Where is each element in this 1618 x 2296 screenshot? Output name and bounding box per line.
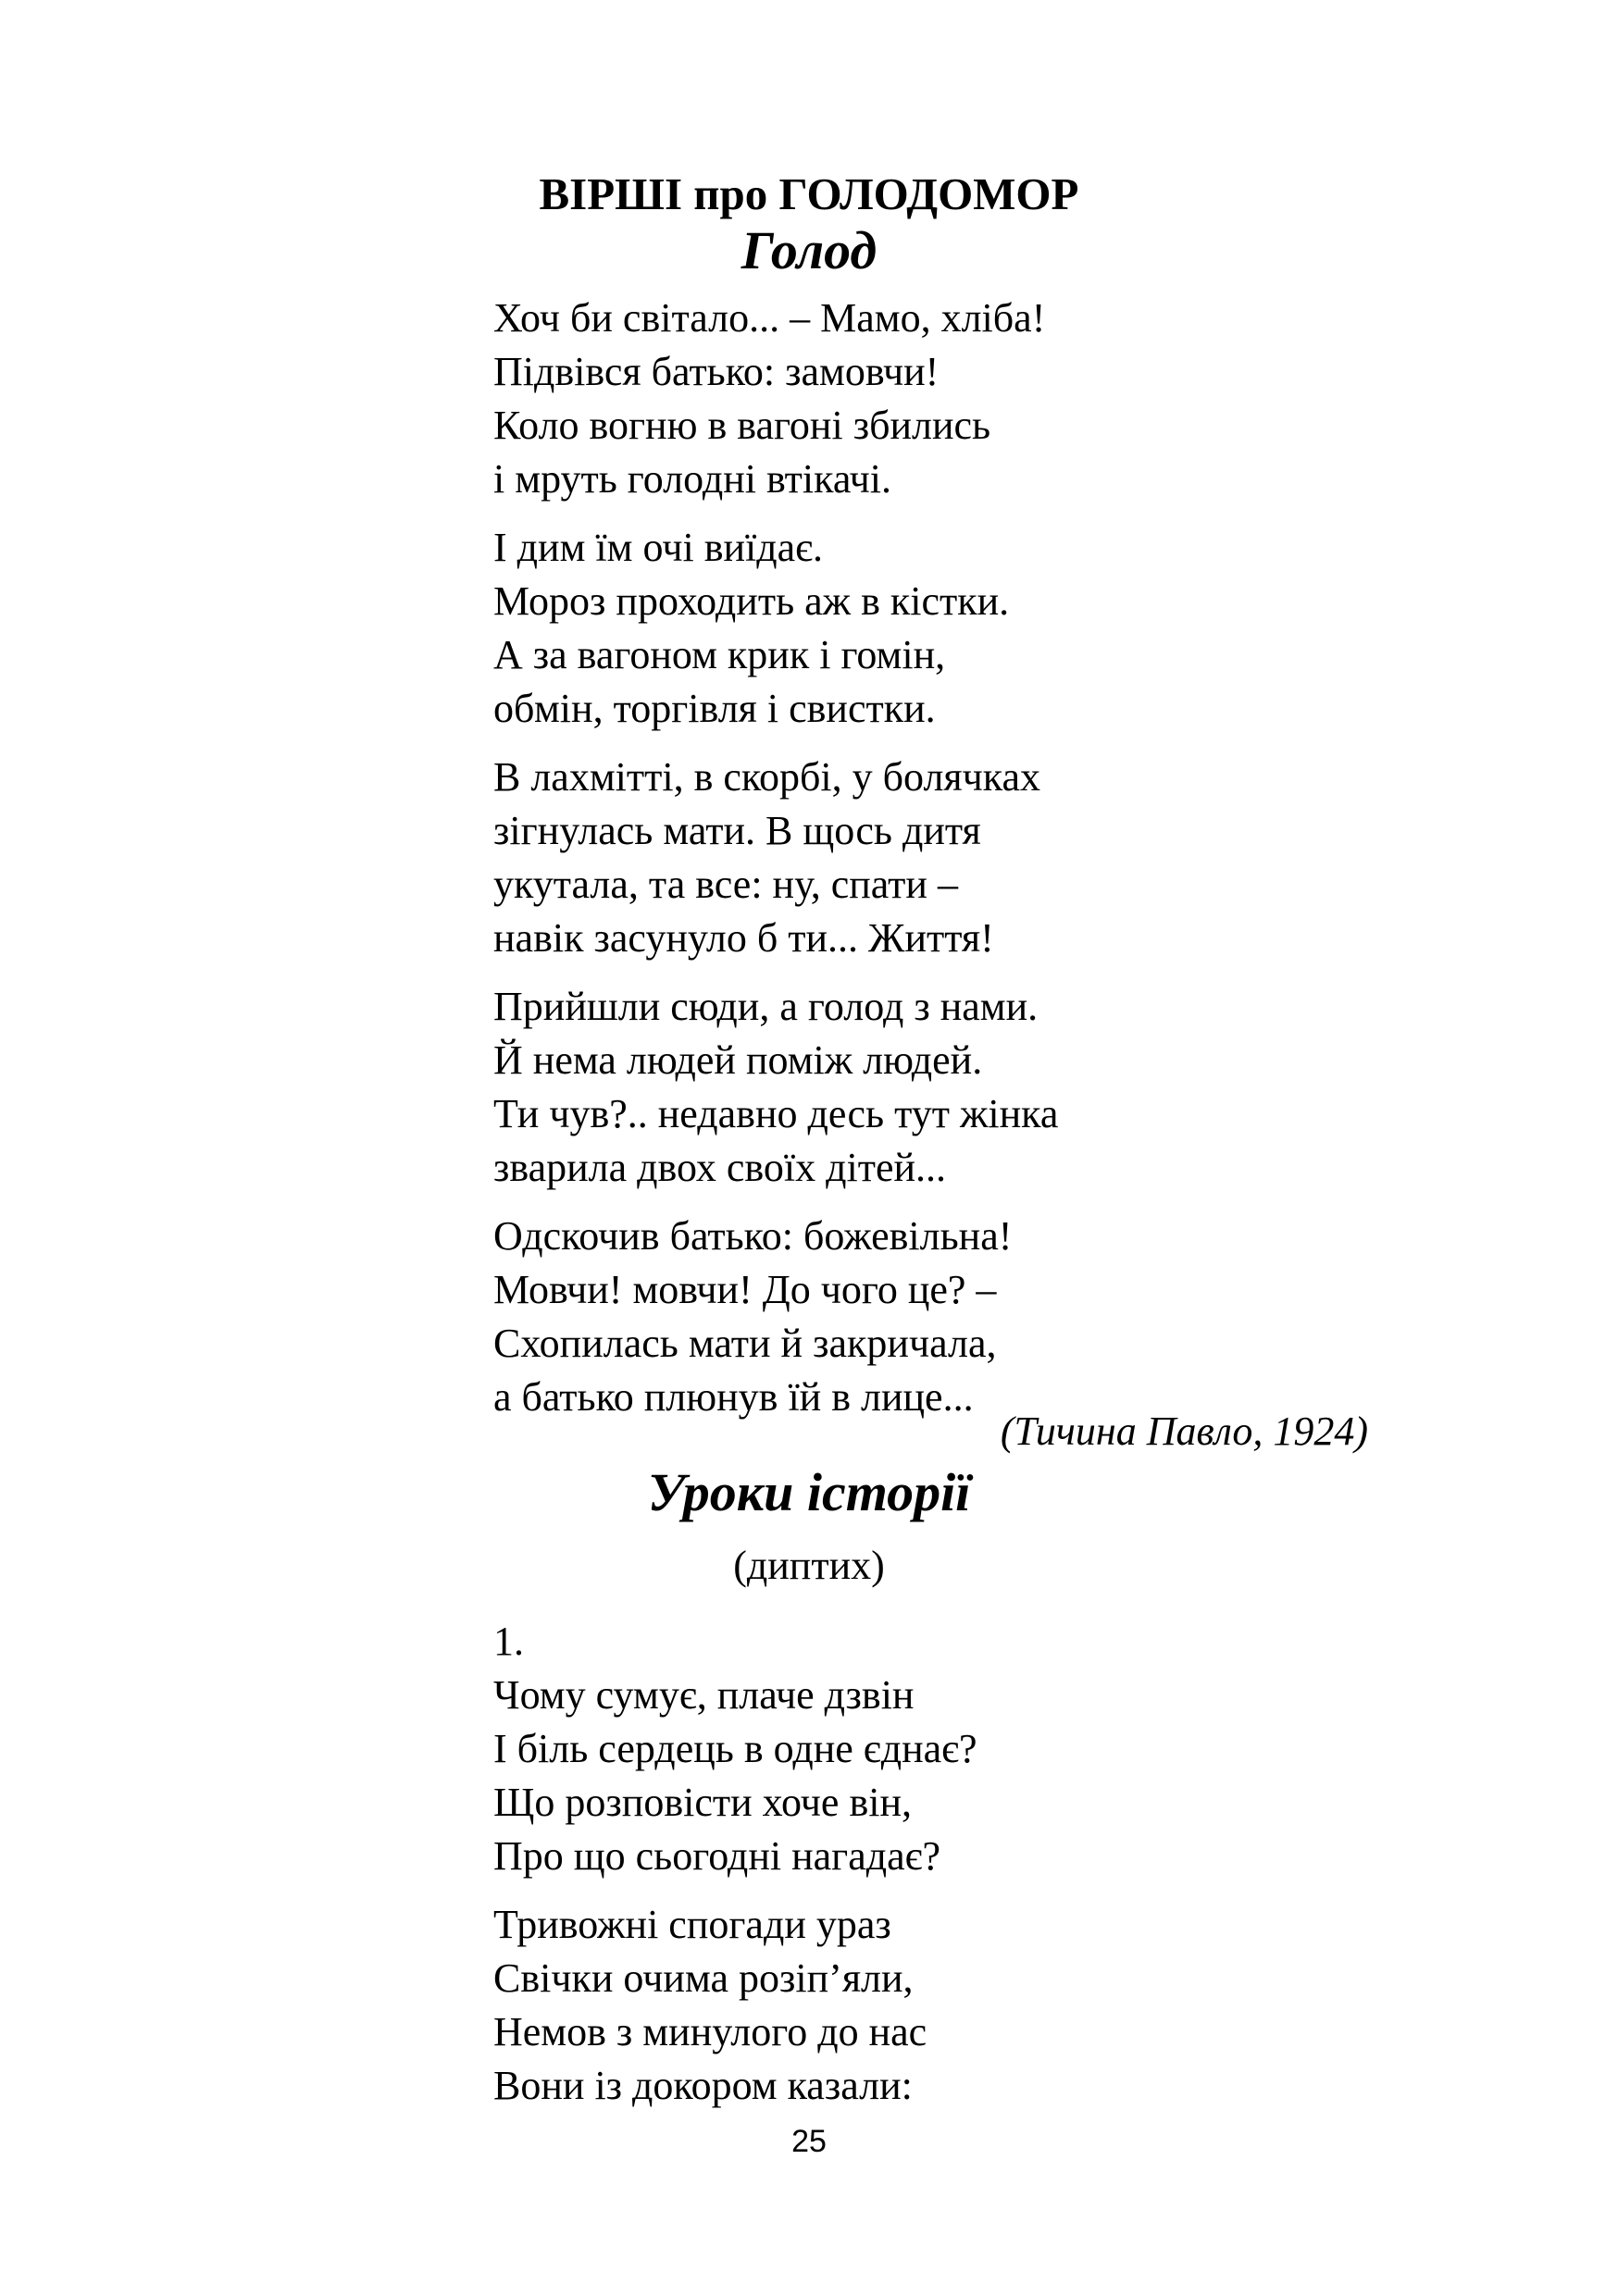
verse-line: Й нема людей поміж людей. xyxy=(493,1037,983,1083)
verse-line: зігнулась мати. В щось дитя xyxy=(493,808,981,853)
page-number: 25 xyxy=(791,2124,827,2159)
verse-line: Свічки очима розіп’яли, xyxy=(493,1955,914,2001)
poem-holod-body xyxy=(493,292,1419,1439)
verse-line: Про що сьогодні нагадає? xyxy=(493,1833,941,1879)
stanza xyxy=(493,292,1419,506)
section-heading: ВІРШІ про ГОЛОДОМОР xyxy=(539,168,1079,219)
verse-line: укутала, та все: ну, спати – xyxy=(493,862,958,907)
verse-line: А за вагоном крик і гомін, xyxy=(493,632,946,677)
stanza xyxy=(493,1669,1419,1883)
poem-uroky-body xyxy=(493,1615,1419,2128)
verse-line: Ти чув?.. недавно десь тут жінка xyxy=(493,1091,1059,1136)
stanza xyxy=(493,521,1419,736)
stanza xyxy=(493,1210,1419,1424)
verse-line: Прийшли сюди, а голод з нами. xyxy=(493,984,1039,1029)
stanza xyxy=(493,1898,1419,2113)
verse-line: Немов з минулого до нас xyxy=(493,2009,927,2054)
verse-line: зварила двох своїх дітей... xyxy=(493,1145,947,1190)
verse-line: Чому сумує, плаче дзвін xyxy=(493,1672,915,1718)
verse-line: І дим їм очі виїдає. xyxy=(493,525,824,570)
stanza xyxy=(493,751,1419,965)
verse-line: Підвівся батько: замовчи! xyxy=(493,349,940,394)
stanza xyxy=(493,980,1419,1195)
poem-title-uroky-istorii: Уроки історії xyxy=(647,1462,971,1522)
verse-line: Вони із докором казали: xyxy=(493,2063,913,2108)
verse-line: Коло вогню в вагоні збились xyxy=(493,403,991,448)
poem-subtitle: (диптих) xyxy=(733,1543,885,1588)
verse-line: І біль сердець в одне єднає? xyxy=(493,1726,977,1771)
poem-attribution: (Тичина Павло, 1924) xyxy=(1000,1409,1368,1454)
verse-line: Мовчи! мовчи! До чого це? – xyxy=(493,1267,997,1312)
part-number: 1. xyxy=(493,1619,524,1664)
verse-line: Схопилась мати й закричала, xyxy=(493,1321,997,1366)
verse-line: Мороз проходить аж в кістки. xyxy=(493,578,1010,624)
verse-line: обмін, торгівля і свистки. xyxy=(493,686,936,731)
verse-line: і мруть голодні втікачі. xyxy=(493,456,891,502)
verse-line: Що розповісти хоче він, xyxy=(493,1780,913,1825)
poem-title-holod: Голод xyxy=(741,220,877,280)
verse-line: В лахмітті, в скорбі, у болячках xyxy=(493,754,1041,800)
verse-line: навік засунуло б ти... Життя! xyxy=(493,915,994,961)
verse-line: Хоч би світало... – Мамо, хліба! xyxy=(493,295,1046,341)
verse-line: а батько плюнув їй в лице... xyxy=(493,1374,974,1420)
verse-line: Одскочив батько: божевільна! xyxy=(493,1213,1013,1259)
verse-line: Тривожні спогади ураз xyxy=(493,1902,891,1947)
